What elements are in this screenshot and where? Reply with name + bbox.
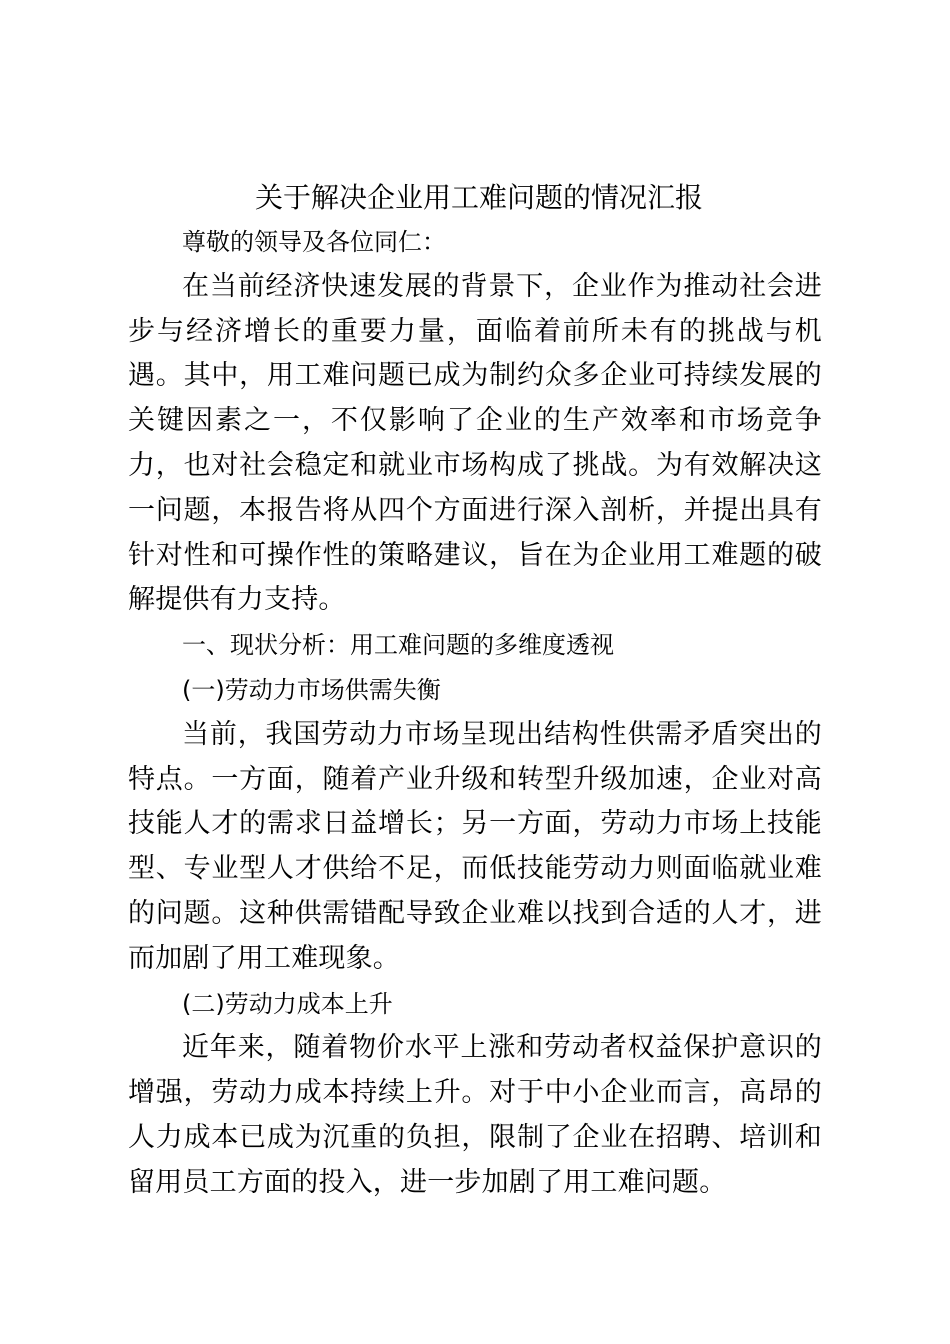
document-title: 关于解决企业用工难问题的情况汇报 bbox=[254, 181, 703, 214]
greeting: 尊敬的领导及各位同仁： bbox=[182, 228, 446, 256]
subsection-heading-1: (一)劳动力市场供需失衡 bbox=[182, 675, 441, 704]
subsection-heading-2: (二)劳动力成本上升 bbox=[182, 989, 393, 1018]
subsection-paragraph-1: 当前，我国劳动力市场呈现出结构性供需矛盾突出的特点。一方面，随着产业升级和转型升级加速，企业对高技能人才的需求日益增长；另一方面，劳动力市场上技能型、专业型人才供给不足，而低技能劳动力则面临就业难的问题。这种供需错配导致企业难以找到合适的人才，进而加剧了用工难现象。 bbox=[128, 718, 822, 974]
document-page bbox=[128, 176, 822, 1206]
intro-paragraph: 在当前经济快速发展的背景下，企业作为推动社会进步与经济增长的重要力量，面临着前所未有的挑战与机遇。其中，用工难问题已成为制约众多企业可持续发展的关键因素之一，不仅影响了企业的生产效率和市场竞争力，也对社会稳定和就业市场构成了挑战。为有效解决这一问题，本报告将从四个方面进行深入剖析，并提出具有针对性和可操作性的策略建议，旨在为企业用工难题的破解提供有力支持。 bbox=[128, 270, 822, 616]
section-heading-1: 一、现状分析：用工难问题的多维度透视 bbox=[182, 631, 614, 660]
subsection-paragraph-2: 近年来，随着物价水平上涨和劳动者权益保护意识的增强，劳动力成本持续上升。对于中小企业而言，高昂的人力成本已成为沉重的负担，限制了企业在招聘、培训和留用员工方面的投入，进一步加剧了用工难问题。 bbox=[128, 1032, 822, 1198]
